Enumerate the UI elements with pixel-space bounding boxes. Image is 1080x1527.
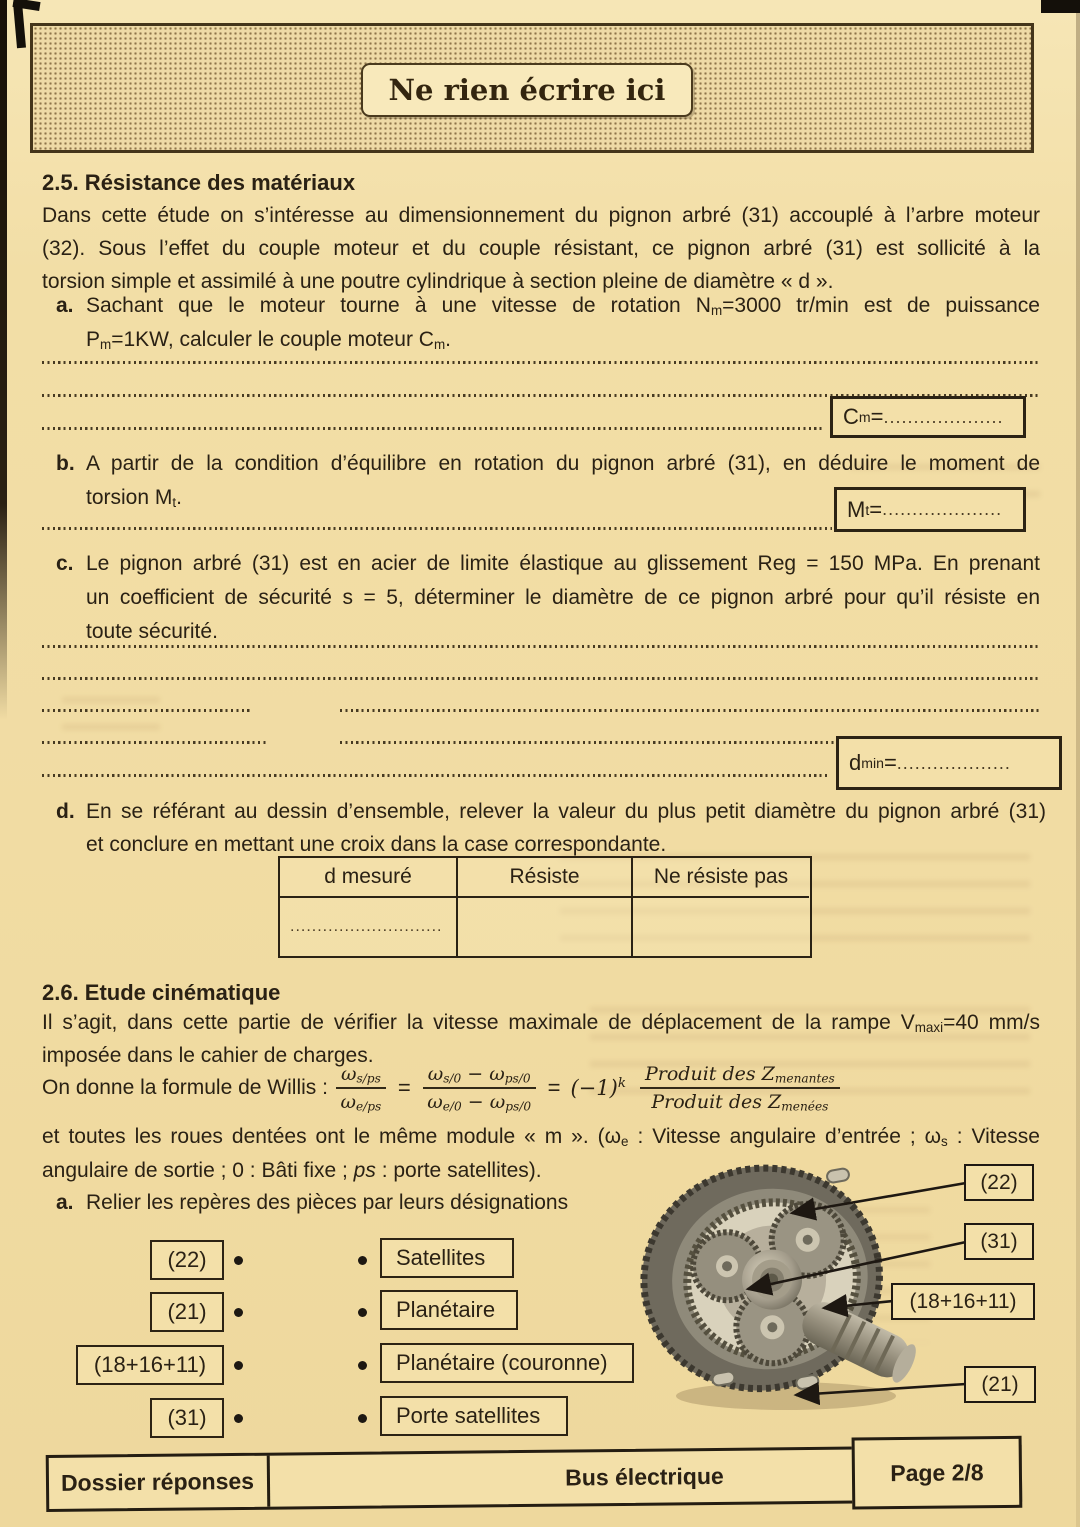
answer-line[interactable]: [42, 361, 1040, 364]
question-b-line1: A partir de la condition d’équilibre en rotation du pignon arbré (31), en déduire le moment de: [86, 452, 1040, 475]
answer-line[interactable]: [42, 677, 1040, 680]
section-2-5-intro: [42, 199, 1040, 298]
willis-fraction-3: $\frac{Produit des Z_{menantes}}{Produit des Z_{menées}}$: [640, 1063, 840, 1113]
intro-line: Il s’agit, dans cette partie de vérifier la vitesse maximale de déplacement de la rampe $V_{maxi}=40$ mm/s: [42, 1011, 1040, 1035]
question-label: c.: [56, 552, 74, 575]
scan-corner-mark: [1041, 0, 1080, 13]
answer-line[interactable]: [42, 709, 252, 712]
answer-box-cm[interactable]: C m = ....................: [830, 396, 1026, 438]
footer-subject: Bus électrique: [565, 1462, 724, 1491]
question-label: d.: [56, 800, 75, 823]
willis-fraction-2: $\frac{\omega_{s/0} - \omega_{ps/0}}{\omega_{e/0} - \omega_{ps/0}}$: [423, 1063, 536, 1113]
question-a-line2: $P_m=1KW$, calculer le couple moteur $C_m$.: [86, 328, 451, 352]
question-c-line3: toute sécurité.: [86, 620, 218, 643]
question-b-line2: torsion $M_t$.: [86, 486, 182, 510]
no-write-label: Ne rien écrire ici: [388, 73, 666, 107]
connection-dot[interactable]: [358, 1361, 367, 1370]
scan-edge-left: [0, 0, 7, 720]
footer-page-number: Page 2/8: [852, 1436, 1023, 1510]
intro-line: torsion simple et assimilé à une poutre cylindrique à section pleine de diamètre « d ».: [42, 270, 834, 293]
footer-doc-type: Dossier réponses: [49, 1456, 271, 1509]
match-right-box-planetaire[interactable]: Planétaire: [380, 1290, 518, 1330]
match-left-box-31[interactable]: (31): [150, 1398, 224, 1438]
no-write-banner: [30, 23, 1034, 153]
answer-line[interactable]: [42, 741, 267, 744]
question-d-line1: En se référant au dessin d’ensemble, relever la valeur du plus petit diamètre du pignon arbré (31): [86, 800, 1046, 823]
connection-dot[interactable]: [234, 1414, 243, 1423]
notes-line: angulaire de sortie ; 0 : Bâti fixe ; ps : porte satellites).: [42, 1159, 542, 1182]
answer-box-mt[interactable]: M t = ....................: [834, 487, 1026, 532]
willis-formula: On donne la formule de Willis : $\frac{\omega_{s/ps}}{\omega_{e/ps}}$ = $\frac{\omega_{s/0} - \omega_{ps/0}}{\omega_{e/0} - \omega_{ps/0}}$ = $(-1)^k$ $\frac{Produit des Z_{menantes}}{Produit des Z_{menées}}$: [42, 1058, 848, 1118]
intro-line: imposée dans le cahier de charges.: [42, 1044, 374, 1067]
question-2-6-a-text: Relier les repères des pièces par leurs désignations: [86, 1191, 569, 1214]
connection-dot[interactable]: [234, 1256, 243, 1265]
willis-power-term: $(-1)^k$: [570, 1076, 626, 1100]
answer-line[interactable]: [42, 427, 822, 430]
match-right-box-satellites[interactable]: Satellites: [380, 1238, 514, 1278]
question-a: [56, 289, 1040, 357]
question-c-line2: un coefficient de sécurité s = 5, déterminer le diamètre de ce pignon arbré pour qu’il résiste en: [86, 586, 1040, 609]
intro-line: (32). Sous l’effet du couple moteur et du couple résistant, ce pignon arbré (31) est sollicité à la: [42, 237, 1040, 260]
table-cell-ne-resiste-pas[interactable]: [633, 898, 809, 956]
callout-box-31: (31): [964, 1223, 1034, 1260]
section-2-6-title: 2.6. Etude cinématique: [42, 980, 281, 1005]
table-row: [280, 898, 810, 956]
willis-intro: On donne la formule de Willis :: [42, 1076, 328, 1099]
question-d-line2: et conclure en mettant une croix dans la case correspondante.: [86, 833, 667, 856]
willis-fraction-1: $\frac{\omega_{s/ps}}{\omega_{e/ps}}$: [336, 1063, 386, 1113]
answer-line[interactable]: [42, 645, 1040, 648]
match-left-box-22[interactable]: (22): [150, 1240, 224, 1280]
question-c-line1: Le pignon arbré (31) est en acier de limite élastique au glissement Reg = 150 MPa. En prenant: [86, 552, 1040, 575]
question-label: a.: [56, 1191, 74, 1214]
answer-box-dmin[interactable]: d min = ...................: [836, 736, 1062, 790]
question-label: b.: [56, 452, 75, 475]
table-header-resiste: Résiste: [458, 858, 633, 898]
question-a-line1: Sachant que le moteur tourne à une vitesse de rotation $N_m=3000$ tr/min est de puissance: [86, 294, 1040, 318]
no-write-label-box: [361, 63, 693, 117]
callout-box-18-16-11: (18+16+11): [891, 1283, 1035, 1320]
connection-dot[interactable]: [358, 1414, 367, 1423]
match-left-box-18-16-11[interactable]: (18+16+11): [76, 1345, 224, 1385]
results-table: [278, 856, 812, 958]
table-header-d-mesure: d mesuré: [280, 858, 458, 898]
notes-line: et toutes les roues dentées ont le même module « m ». ($\omega_e$ : Vitesse angulaire d’entrée ; $\omega_s$ : Vitesse: [42, 1125, 1040, 1149]
match-right-box-planetaire-couronne[interactable]: Planétaire (couronne): [380, 1343, 634, 1383]
answer-line[interactable]: [42, 774, 828, 777]
table-header-row: [280, 858, 810, 898]
connection-dot[interactable]: [234, 1308, 243, 1317]
connection-dot[interactable]: [358, 1256, 367, 1265]
connection-dot[interactable]: [358, 1308, 367, 1317]
question-c: [56, 547, 1040, 649]
match-left-box-21[interactable]: (21): [150, 1292, 224, 1332]
section-2-5-title: 2.5. Résistance des matériaux: [42, 170, 356, 195]
connection-dot[interactable]: [234, 1361, 243, 1370]
table-cell-resiste[interactable]: [458, 898, 633, 956]
table-cell-d-mesure[interactable]: ............................: [280, 898, 458, 956]
question-d: [56, 795, 1046, 861]
scan-edge-right: [1076, 0, 1080, 1527]
match-right-box-porte-satellites[interactable]: Porte satellites: [380, 1396, 568, 1436]
planetary-gear-photo: [636, 1156, 926, 1426]
answer-line[interactable]: [340, 709, 1040, 712]
footer-bar: [46, 1445, 1023, 1512]
callout-box-21: (21): [964, 1366, 1036, 1403]
answer-line[interactable]: [42, 527, 832, 530]
intro-line: Dans cette étude on s’intéresse au dimensionnement du pignon arbré (31) accouplé à l’arbre moteur: [42, 204, 1040, 227]
table-header-ne-resiste-pas: Ne résiste pas: [633, 858, 809, 898]
callout-box-22: (22): [964, 1164, 1034, 1201]
question-label: a.: [56, 294, 74, 317]
